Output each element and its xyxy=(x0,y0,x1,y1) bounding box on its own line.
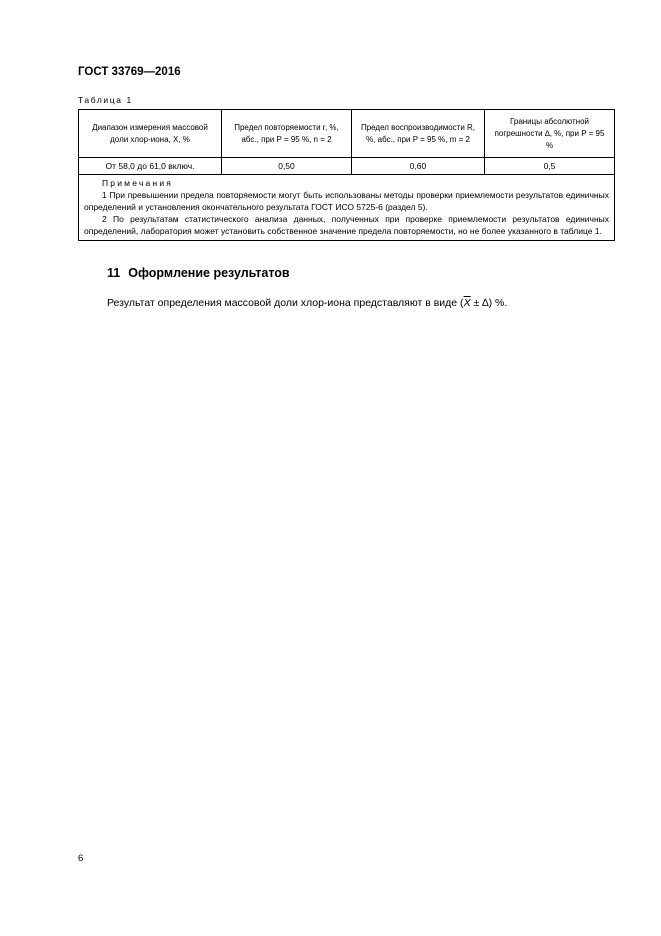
note-2: 2 По результатам статистического анализа данных, полученных при проверке приемлемости результатов единичных определений, лаборатория может установить собственное значение предела повторяемости, но не более указанного в таблице 1. xyxy=(84,214,609,236)
section-heading xyxy=(107,266,290,280)
notes-cell xyxy=(79,175,615,241)
header-text: Предел повторяемости r, %, абс., при P = 95 %, n = 2 xyxy=(234,122,339,144)
header-cell xyxy=(485,110,615,158)
table-header-row xyxy=(79,110,615,158)
header-text: Диапазон измерения массовой доли хлор-иона, X, % xyxy=(92,122,208,144)
header-text: Границы абсолютной погрешности ∆, %, при P = 95 % xyxy=(494,116,605,150)
table-cell: 0,60 xyxy=(352,158,485,175)
header-cell xyxy=(79,110,222,158)
table-caption: Таблица 1 xyxy=(78,95,133,105)
table-cell: От 58,0 до 61,0 включ. xyxy=(79,158,222,175)
result-paragraph xyxy=(107,297,507,309)
table-row xyxy=(79,158,615,175)
section-title: Оформление результатов xyxy=(128,266,290,280)
document-code: ГОСТ 33769—2016 xyxy=(78,66,181,78)
header-cell xyxy=(222,110,352,158)
section-number: 11 xyxy=(107,266,121,280)
paragraph-tail: ± ∆) %. xyxy=(470,297,508,309)
mean-symbol: $\overline{X}$ xyxy=(463,297,471,309)
paragraph-text: Результат определения массовой доли хлор-иона представляют в виде ( xyxy=(107,297,464,309)
header-cell xyxy=(352,110,485,158)
header-text: Предел воспроизводимости R, %, абс., при P = 95 %, m = 2 xyxy=(360,122,476,144)
data-table xyxy=(78,109,615,241)
notes-title: Примечания xyxy=(102,178,174,188)
note-1: 1 При превышении предела повторяемости могут быть использованы методы проверки приемлемости результатов единичных определений и установления окончательного результата ГОСТ ИСО 5725-6 (раздел 5). xyxy=(84,190,609,212)
notes-row xyxy=(79,175,615,241)
page-number: 6 xyxy=(78,853,84,864)
table-cell: 0,50 xyxy=(222,158,352,175)
table-cell: 0,5 xyxy=(485,158,615,175)
